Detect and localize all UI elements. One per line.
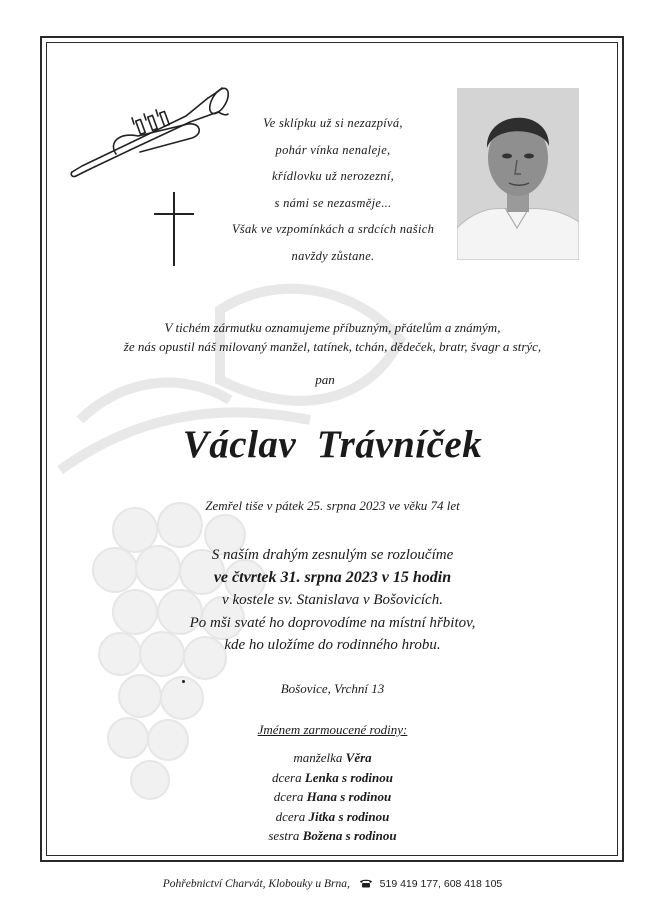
member-suffix: s rodinou [345,828,397,843]
relation: dcera [275,808,306,824]
first-name: Václav [182,423,297,466]
member-suffix: s rodinou [340,789,392,804]
relation: dcera [273,789,304,804]
member-suffix: s rodinou [342,769,393,785]
member-name: Hana [306,789,337,804]
funeral-line: Po mši svaté ho doprovodíme na místní hřbitov, [189,614,476,631]
member-name: Jitka [308,808,336,824]
family-address: Bošovice, Vrchní 13 [280,681,385,696]
member-name: Božena [302,828,343,843]
family-list [60,748,605,846]
member-suffix: s rodinou [338,808,390,824]
family-member [60,748,605,768]
funeral-date: ve čtvrtek 31. srpna 2023 v 15 hodin [213,568,452,586]
death-notice: Zemřel tiše v pátek 25. srpna 2023 ve věku 74 let [205,498,460,513]
last-name: Trávníček [316,423,483,466]
family-heading: Jménem zarmoucené rodiny: [257,722,408,737]
cross-icon [152,190,196,268]
funeral-company: Pohřebnictví Charvát, Klobouky u Brna, [162,878,350,890]
trumpet-icon [68,80,232,180]
poem-line: Však ve vzpomínkách a srdcích našich [231,222,435,236]
poem-line: s námi se nezasměje... [274,195,392,210]
announcement-line: V tichém zármutku oznamujeme příbuzným, přátelům a známým, [164,320,501,335]
family-member [60,787,605,807]
poem-line: Ve sklípku už si nezazpívá, [263,116,403,130]
relation: sestra [268,828,300,843]
portrait-photo [457,88,579,260]
phone-numbers: 519 419 177, 608 418 105 [379,878,503,890]
announcement-line: že nás opustil náš milovaný manžel, tatínek, tchán, dědeček, bratr, švagr a strýc, [123,339,542,354]
family-member [60,768,605,788]
funeral-details [60,544,605,657]
memorial-poem [210,110,456,269]
relation: dcera [271,769,302,785]
family-member [60,826,605,846]
poem-line: křídlovku už nerozezní, [271,169,395,183]
funeral-line: kde ho uložíme do rodinného hrobu. [224,637,441,653]
family-member [60,807,605,827]
poem-line: navždy zůstane. [291,248,375,263]
poem-line: pohár vínka nenaleje, [275,142,391,157]
telephone-icon [359,878,373,888]
deceased-name [60,422,605,467]
footer [60,878,605,890]
member-name: Lenka [304,769,339,785]
relation: manželka [293,750,343,765]
funeral-line: S naším drahým zesnulým se rozloučíme [211,547,454,563]
funeral-line: v kostele sv. Stanislava v Bošovicích. [222,592,443,608]
title-word: pan [315,372,335,387]
member-name: Věra [345,750,372,765]
